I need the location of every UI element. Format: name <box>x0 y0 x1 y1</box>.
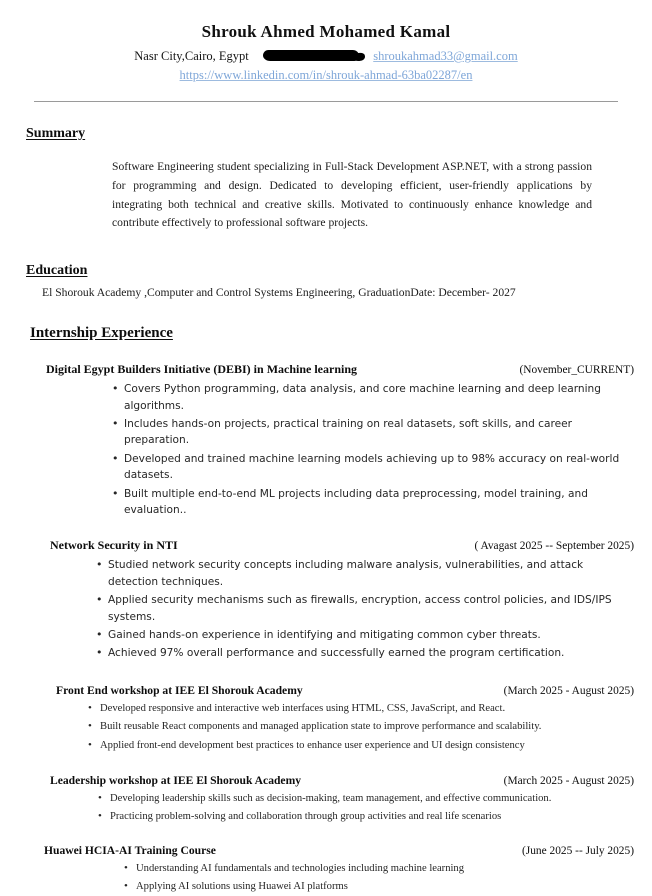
internship-section <box>0 325 652 896</box>
candidate-name: Shrouk Ahmed Mohamed Kamal <box>201 22 451 41</box>
entry-bullet-list <box>110 791 634 826</box>
bullet-item: • Built multiple end-to-end ML projects including data preprocessing, model training, and evaluation.. <box>124 486 634 519</box>
experience-entry <box>50 538 634 661</box>
bullet-item: • Studied network security concepts including malware analysis, vulnerabilities, and attack detection techniques. <box>108 557 634 590</box>
entry-header <box>46 362 634 377</box>
internship-heading: Internship Experience <box>30 325 173 342</box>
bullet-item: • Includes hands-on projects, practical training on real datasets, soft skills, and career preparation. <box>124 416 634 449</box>
entry-title: Huawei HCIA-AI Training Course <box>44 843 216 857</box>
bullet-item: • Applying AI solutions using Huawei AI platforms <box>136 879 634 895</box>
experience-entry <box>46 362 634 518</box>
entry-date: (November_CURRENT) <box>519 364 634 377</box>
linkedin-line <box>0 68 652 83</box>
education-entry: El Shorouk Academy ,Computer and Control Systems Engineering, GraduationDate: December- 2027 <box>42 286 516 300</box>
bullet-item: • Developed and trained machine learning models achieving up to 98% accuracy on real-world datasets. <box>124 451 634 484</box>
bullet-item: • Achieved 97% overall performance and successfully earned the program certification. <box>108 645 634 661</box>
bullet-item: • Gained hands-on experience in identifying and mitigating common cyber threats. <box>108 627 634 643</box>
entry-header <box>44 844 634 857</box>
entry-bullet-list <box>100 701 634 754</box>
bullet-item: • Developing leadership skills such as decision-making, team management, and effective communication. <box>110 791 634 807</box>
entry-date: (March 2025 - August 2025) <box>503 775 634 788</box>
resume-header <box>0 16 652 102</box>
entry-title: Digital Egypt Builders Initiative (DEBI) in Machine learning <box>46 362 358 377</box>
experience-entry <box>50 774 634 826</box>
bullet-item: • Covers Python programming, data analysis, and core machine learning and deep learning algorithms. <box>124 381 634 414</box>
summary-heading: Summary <box>26 126 86 141</box>
bullet-item: • Built reusable React components and managed application state to improve performance and scalability. <box>100 719 634 735</box>
entry-date: ( Avagast 2025 -- September 2025) <box>474 540 634 553</box>
bullet-item: • Applied front-end development best practices to enhance user experience and UI design consistency <box>100 738 634 754</box>
email-link[interactable]: shroukahmad33@gmail.com <box>373 49 518 63</box>
entry-header <box>50 538 634 553</box>
bullet-item: • Understanding AI fundamentals and technologies including machine learning <box>136 861 634 877</box>
linkedin-link[interactable]: https://www.linkedin.com/in/shrouk-ahmad-63ba02287/en <box>179 68 473 82</box>
entry-bullet-list <box>136 861 634 896</box>
entry-bullet-list <box>108 557 634 661</box>
experience-entry <box>56 684 634 754</box>
summary-section <box>0 126 652 233</box>
entry-date: (March 2025 - August 2025) <box>503 684 634 697</box>
header-divider <box>34 101 618 102</box>
location-text: Nasr City,Cairo, Egypt <box>134 49 249 63</box>
entry-date: (June 2025 -- July 2025) <box>522 844 634 857</box>
summary-text: Software Engineering student specializing in Full-Stack Development ASP.NET, with a strong passion for programming and design. Dedicated to developing efficient, user-friendly applications by integrating both technical and creative skills. Motivated to continuously enhance knowledge and contribute effectively to professional software projects. <box>112 160 592 230</box>
experience-entry <box>44 844 634 896</box>
contact-line <box>0 49 652 64</box>
bullet-item: • Developed responsive and interactive web interfaces using HTML, CSS, JavaScript, and React. <box>100 701 634 717</box>
entry-header <box>50 774 634 787</box>
bullet-item: • Applied security mechanisms such as firewalls, encryption, access control policies, and IDS/IPS systems. <box>108 592 634 625</box>
entry-header <box>56 684 634 697</box>
bullet-item: • Practicing problem-solving and collaboration through group activities and real life scenarios <box>110 809 634 825</box>
phone-redaction-mark <box>263 50 359 61</box>
entry-title: Leadership workshop at IEE El Shorouk Academy <box>50 774 302 788</box>
entry-bullet-list <box>124 381 634 518</box>
entry-title: Network Security in NTI <box>50 538 178 553</box>
entry-title: Front End workshop at IEE El Shorouk Academy <box>56 683 303 697</box>
education-section <box>0 263 652 299</box>
education-heading: Education <box>26 263 88 279</box>
resume-page <box>0 16 652 893</box>
